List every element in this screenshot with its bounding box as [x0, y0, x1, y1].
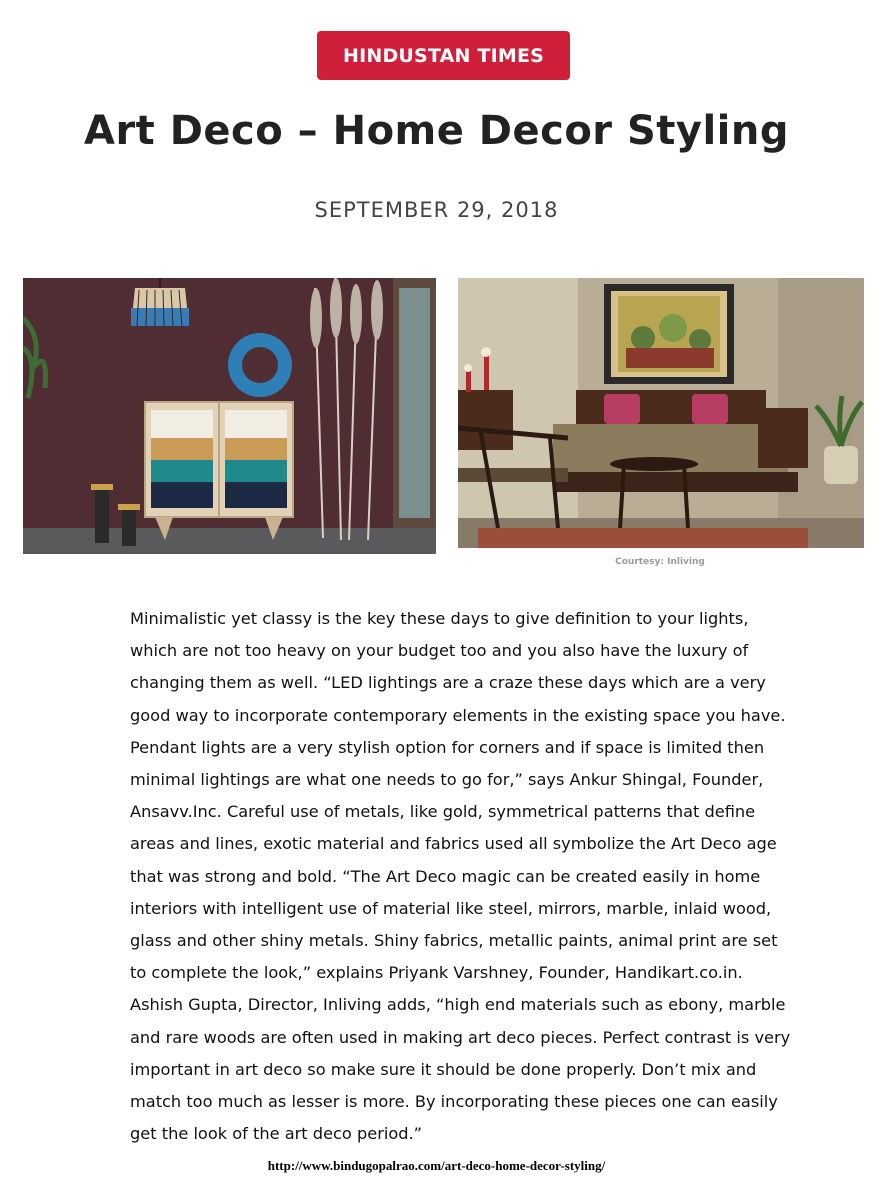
article-date: SEPTEMBER 29, 2018	[314, 198, 559, 222]
cabinet-decor-photo	[23, 278, 436, 554]
publication-badge	[317, 31, 570, 80]
bedroom-decor-photo	[458, 278, 864, 548]
article-body: Minimalistic yet classy is the key these days to give definition to your lights, which are not too heavy on your budget too and you also have the luxury of changing them as well. “LED lightings are a craze these days which are a very good way to incorporate contemporary elements in the existing space you have. Pendant lights are a very stylish option for corners and if space is limited then minimal lightings are what one needs to go for,” says Ankur Shingal, Founder, Ansavv.Inc. Careful use of metals, like gold, symmetrical patterns that define areas and lines, exotic material and fabrics used all symbolize the Art Deco age that was strong and bold. “The Art Deco magic can be created easily in home interiors with intelligent use of material like steel, mirrors, marble, inlaid wood, glass and other shiny metals. Shiny fabrics, metallic paints, animal print are set to complete the look,” explains Priyank Varshney, Founder, Handikart.co.in. Ashish Gupta, Director, Inliving adds, “high end materials such as ebony, marble and rare woods are often used in making art deco pieces. Perfect contrast is very important in art deco so make sure it should be done properly. Don’t mix and match too much as lesser is more. By incorporating these pieces one can easily get the look of the art deco period.”	[130, 609, 791, 1144]
source-url-link[interactable]: http://www.bindugopalrao.com/art-deco-home-decor-styling/	[267, 1158, 606, 1173]
article-title: Art Deco – Home Decor Styling	[83, 108, 789, 154]
publication-name: HINDUSTAN TIMES	[342, 44, 545, 67]
image-credit: Courtesy: Inliving	[615, 557, 705, 567]
